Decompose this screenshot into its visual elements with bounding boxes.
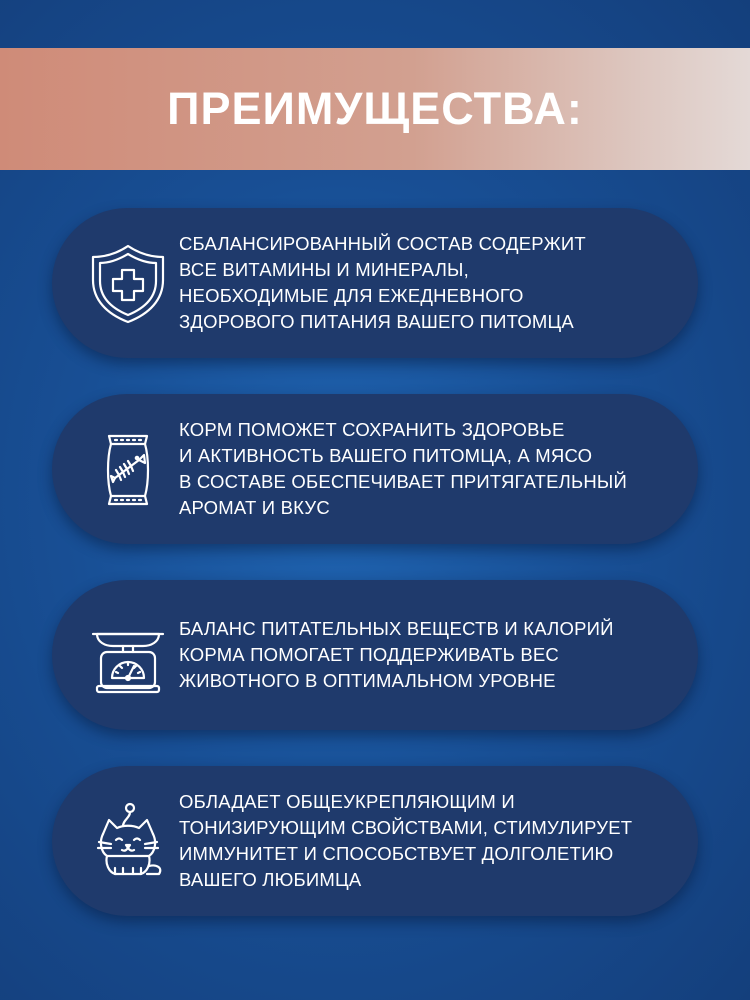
benefit-card-weight-balance [52,580,698,730]
cat-icon [85,798,171,884]
page-title: ПРЕИМУЩЕСТВА: [167,83,583,134]
benefit-card-balanced-composition [52,208,698,358]
benefit-text: ОБЛАДАЕТ ОБЩЕУКРЕПЛЯЮЩИМ И ТОНИЗИРУЮЩИМ СВОЙСТВАМИ, СТИМУЛИРУЕТ ИММУНИТЕТ И СПОСОБСТВУЕТ ДОЛГОЛЕТИЮ ВАШЕГО ЛЮБИМЦА [179,791,633,890]
benefit-text: БАЛАНС ПИТАТЕЛЬНЫХ ВЕЩЕСТВ И КАЛОРИЙ КОРМА ПОМОГАЕТ ПОДДЕРЖИВАТЬ ВЕС ЖИВОТНОГО В ОПТИМАЛЬНОМ УРОВНЕ [179,618,614,691]
header-banner [0,48,750,170]
benefit-text-container [179,208,678,358]
benefit-card-health-activity [52,394,698,544]
benefit-text: КОРМ ПОМОЖЕТ СОХРАНИТЬ ЗДОРОВЬЕ И АКТИВНОСТЬ ВАШЕГО ПИТОМЦА, А МЯСО В СОСТАВЕ ОБЕСПЕЧИВАЕТ ПРИТЯГАТЕЛЬНЫЙ АРОМАТ И ВКУС [179,419,627,518]
scale-icon [85,612,171,698]
benefit-text-container [179,766,678,916]
shield-plus-icon [85,240,171,326]
benefit-text-container [179,580,678,730]
food-bag-fish-icon [85,426,171,512]
benefit-text: СБАЛАНСИРОВАННЫЙ СОСТАВ СОДЕРЖИТ ВСЕ ВИТАМИНЫ И МИНЕРАЛЫ, НЕОБХОДИМЫЕ ДЛЯ ЕЖЕДНЕВНОГО ЗДОРОВОГО ПИТАНИЯ ВАШЕГО ПИТОМЦА [179,233,586,332]
benefit-card-immunity [52,766,698,916]
benefit-text-container [179,394,678,544]
